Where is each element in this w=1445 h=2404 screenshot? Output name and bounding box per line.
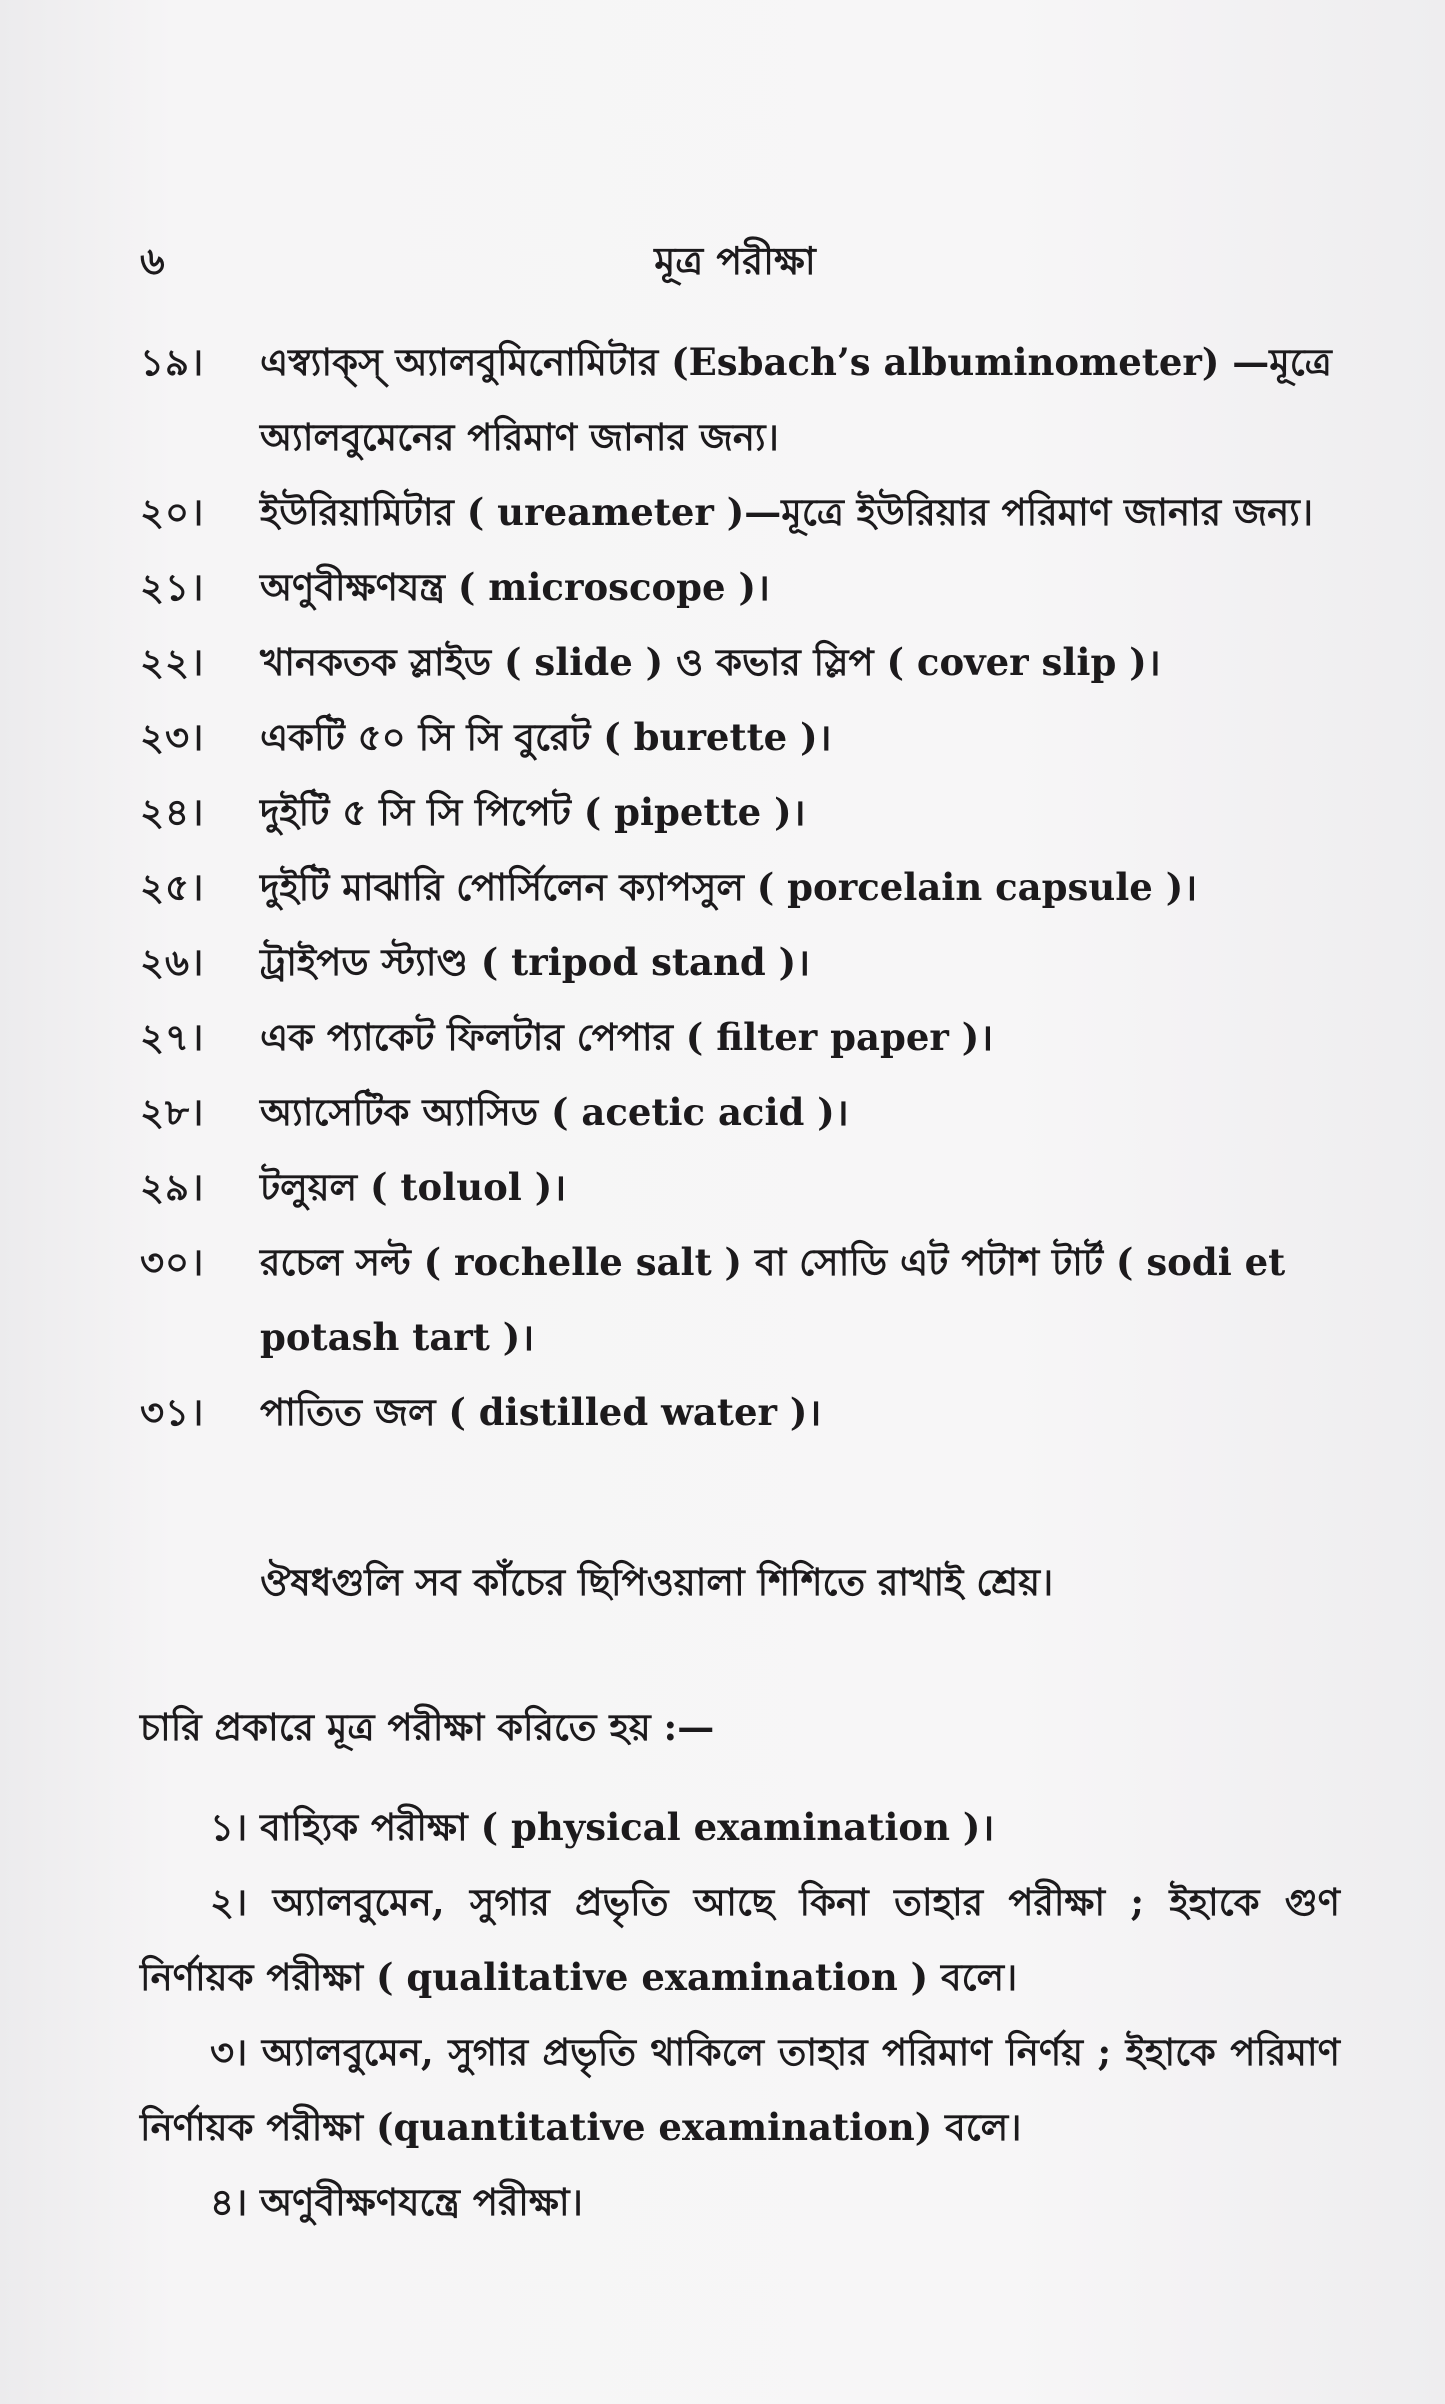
item-text: একটি ৫০ সি সি বুরেট ( burette )।: [260, 715, 832, 759]
item-text: ইউরিয়ামিটার ( ureameter )—মূত্রে ইউরিয়ার পরিমাণ জানার জন্য।: [260, 490, 1314, 534]
item-number: ২৪।: [140, 790, 205, 834]
section-intro: চারি প্রকারে মূত্র পরীক্ষা করিতে হয় :—: [140, 1705, 715, 1749]
list-item: [140, 1075, 1340, 1150]
list-item: [140, 325, 1340, 475]
item-text: অ্যাসেটিক অ্যাসিড ( acetic acid )।: [260, 1090, 849, 1134]
item-text: রচেল সল্ট ( rochelle salt ) বা সোডি এট পটাশ টার্ট ( sodi et potash tart )।: [260, 1240, 1286, 1359]
list-item: [140, 925, 1340, 1000]
examination-type: ১। বাহ্যিক পরীক্ষা ( physical examination )।: [210, 1805, 995, 1849]
item-number: ২৫।: [140, 865, 205, 909]
item-text: ট্রাইপড স্ট্যাণ্ড ( tripod stand )।: [260, 940, 811, 984]
list-item: [140, 700, 1340, 775]
examination-type: ৩। অ্যালবুমেন, সুগার প্রভৃতি থাকিলে তাহার পরিমাণ নির্ণয় ; ইহাকে পরিমাণ নির্ণায়ক পরীক্ষা (quantitative examination) বলে।: [140, 2030, 1340, 2149]
page-header: [140, 232, 1330, 292]
running-title: মূত্র পরীক্ষা: [654, 238, 816, 283]
item-number: ২০।: [140, 490, 205, 534]
examination-types-list: [140, 1790, 1340, 2240]
list-item: [140, 475, 1340, 550]
page-number: ৬: [140, 238, 165, 283]
item-text: এস্ব্যাক্স্ অ্যালবুমিনোমিটার (Esbach’s albuminometer) —মূত্রে অ্যালবুমেনের পরিমাণ জানার জন্য।: [260, 340, 1332, 459]
item-text: টলুয়ল ( toluol )।: [260, 1165, 567, 1209]
list-item: [140, 550, 1340, 625]
list-item: [140, 1375, 1340, 1450]
item-number: ২৭।: [140, 1015, 205, 1059]
storage-note: ঔষধগুলি সব কাঁচের ছিপিওয়ালা শিশিতে রাখাই শ্রেয়।: [260, 1560, 1054, 1604]
item-number: ২৩।: [140, 715, 205, 759]
list-item: [140, 1000, 1340, 1075]
item-number: ২৬।: [140, 940, 205, 984]
item-number: ৩০।: [140, 1240, 205, 1284]
item-text: পাতিত জল ( distilled water )।: [260, 1390, 822, 1434]
examination-type: ২। অ্যালবুমেন, সুগার প্রভৃতি আছে কিনা তাহার পরীক্ষা ; ইহাকে গুণ নির্ণায়ক পরীক্ষা ( qualitative examination ) বলে।: [140, 1880, 1340, 1999]
item-text: দুইটি মাঝারি পোর্সিলেন ক্যাপসুল ( porcelain capsule )।: [260, 865, 1198, 909]
item-number: ২৯।: [140, 1165, 205, 1209]
list-item: [140, 1150, 1340, 1225]
apparatus-list: [140, 325, 1340, 1450]
item-text: খানকতক স্লাইড ( slide ) ও কভার স্লিপ ( cover slip )।: [260, 640, 1161, 684]
list-item: [140, 850, 1340, 925]
list-item: [140, 775, 1340, 850]
item-number: ২১।: [140, 565, 205, 609]
item-number: ১৯।: [140, 340, 205, 384]
item-text: এক প্যাকেট ফিলটার পেপার ( filter paper )।: [260, 1015, 994, 1059]
item-text: দুইটি ৫ সি সি পিপেট ( pipette )।: [260, 790, 806, 834]
item-number: ২৮।: [140, 1090, 205, 1134]
list-item: [140, 625, 1340, 700]
item-number: ২২।: [140, 640, 205, 684]
item-text: অণুবীক্ষণযন্ত্র ( microscope )।: [260, 565, 770, 609]
examination-type: ৪। অণুবীক্ষণযন্ত্রে পরীক্ষা।: [210, 2180, 583, 2224]
list-item: [140, 1225, 1340, 1375]
item-number: ৩১।: [140, 1390, 205, 1434]
